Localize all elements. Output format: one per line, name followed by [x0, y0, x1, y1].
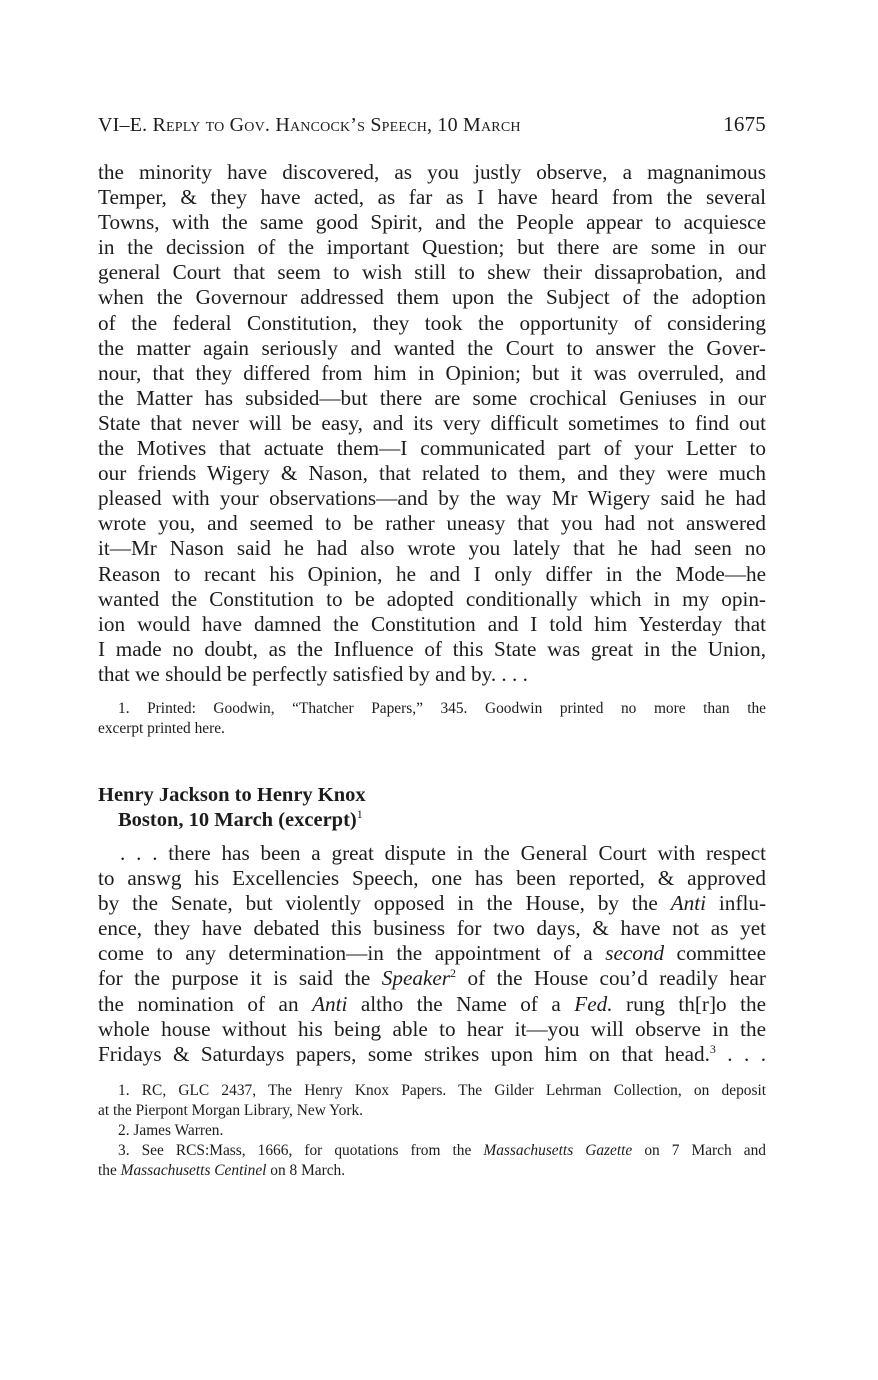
text-run: of the House cou’d readily hear	[456, 966, 766, 991]
text-line	[98, 891, 766, 916]
italic-title: Massachusetts Gazette	[483, 1141, 633, 1159]
text-run: whole house without his being able to hear it—you will observe in the	[98, 1016, 766, 1041]
text-run: for the purpose it is said the	[98, 966, 382, 991]
italic-term: Anti	[312, 991, 348, 1016]
text-line: it—Mr Nason said he had also wrote you lately that he had seen no	[98, 536, 766, 561]
text-line: that we should be perfectly satisfied by and by. . . .	[98, 661, 528, 686]
text-line: Towns, with the same good Spirit, and the People appear to acquiesce	[98, 210, 766, 235]
text-line: our friends Wigery & Nason, that related to them, and they were much	[98, 461, 766, 486]
text-line: wrote you, and seemed to be rather uneasy that you had not answered	[98, 511, 766, 536]
text-run: come to any determination—in the appointment of a	[98, 941, 606, 966]
text-line	[98, 841, 766, 866]
italic-term: Anti	[670, 891, 707, 916]
text-line	[98, 866, 766, 891]
text-line: nour, that they differed from him in Opinion; but it was overruled, and	[98, 360, 766, 385]
text-line	[98, 1042, 766, 1067]
footnote-line: 1. Printed: Goodwin, “Thatcher Papers,” 345. Goodwin printed no more than the	[118, 699, 766, 717]
document-page	[98, 112, 766, 1181]
text-run: committee	[664, 941, 766, 966]
text-run: on 8 March.	[266, 1161, 346, 1179]
text-line: Temper, & they have acted, as far as I have heard from the several	[98, 185, 766, 210]
footnote-line: 1. RC, GLC 2437, The Henry Knox Papers. The Gilder Lehrman Collection, on deposit	[118, 1081, 766, 1099]
text-run: the nomination of an	[98, 991, 313, 1016]
text-run: influ-	[706, 891, 766, 916]
running-head	[98, 112, 766, 140]
letter-one-body	[98, 160, 766, 687]
text-line: State that never will be easy, and its very difficult sometimes to find out	[98, 410, 766, 435]
text-run: ence, they have debated this business for two days, & have not as yet	[98, 916, 766, 941]
text-line	[98, 966, 766, 991]
text-line: pleased with your observations—and by the way Mr Wigery said he had	[98, 486, 766, 511]
letter-one-footnotes	[98, 699, 766, 739]
text-line: the minority have discovered, as you justly observe, a magnanimous	[98, 160, 766, 184]
text-line	[98, 941, 766, 966]
text-run: Fridays & Saturdays papers, some strikes upon him on that head.	[98, 1041, 710, 1066]
footnote-line: at the Pierpont Morgan Library, New York.	[98, 1101, 364, 1119]
footnote-line	[98, 1161, 766, 1181]
footnote-line: excerpt printed here.	[98, 719, 225, 737]
text-run: altho the Name of a	[347, 991, 575, 1016]
italic-title: Massachusetts Centinel	[120, 1161, 267, 1179]
text-run: on 7 March and	[632, 1141, 766, 1159]
text-line: in the decission of the important Question; but there are some in our	[98, 235, 766, 260]
text-line: I made no doubt, as the Influence of this State was great in the Union,	[98, 636, 766, 661]
italic-term: Speaker	[381, 966, 451, 991]
heading-title: Henry Jackson to Henry Knox	[98, 783, 366, 806]
text-line: when the Governour addressed them upon the Subject of the adoption	[98, 285, 766, 310]
text-run: to answg his Excellencies Speech, one has been reported, & approved	[98, 866, 766, 891]
text-line: general Court that seem to wish still to shew their dissaprobation, and	[98, 260, 766, 285]
document-heading	[98, 783, 766, 833]
text-run: 3. See RCS:Mass, 1666, for quotations from the	[118, 1141, 484, 1159]
footnote-line	[98, 1141, 766, 1161]
text-line	[98, 1017, 766, 1042]
text-line	[98, 992, 766, 1017]
letter-two-body	[98, 841, 766, 1067]
footnote-marker: 2	[450, 966, 457, 981]
text-line: wanted the Constitution to be adopted conditionally which in my opin-	[98, 586, 766, 611]
text-line: ion would have damned the Constitution and I told him Yesterday that	[98, 611, 766, 636]
footnote-marker: 3	[709, 1041, 716, 1056]
text-line: the Motives that actuate them—I communicated part of your Letter to	[98, 436, 766, 461]
footnote-marker: 1	[356, 807, 363, 822]
text-line: the matter again seriously and wanted the Court to answer the Gover-	[98, 335, 766, 360]
letter-two-footnotes	[98, 1081, 766, 1181]
text-run: by the Senate, but violently opposed in the House, by the	[98, 891, 671, 916]
running-head-title: VI–E. Reply to Gov. Hancock’s Speech, 10 March	[98, 114, 521, 136]
text-run: . . . there has been a great dispute in the General Court with respect	[120, 840, 766, 865]
text-line: Reason to recant his Opinion, he and I only differ in the Mode—he	[98, 561, 766, 586]
text-line: the Matter has subsided—but there are some crochical Geniuses in our	[98, 385, 766, 410]
text-line	[98, 916, 766, 941]
text-run: rung th[r]o the	[612, 991, 766, 1016]
text-run: . . .	[715, 1041, 766, 1066]
page-number: 1675	[723, 112, 766, 136]
text-line: of the federal Constitution, they took the opportunity of considering	[98, 310, 766, 335]
text-run: the	[98, 1161, 121, 1179]
italic-term: second	[605, 941, 665, 966]
heading-place-date	[98, 808, 766, 833]
footnote-line: 2. James Warren.	[118, 1121, 224, 1139]
heading-place-date-text: Boston, 10 March (excerpt)	[118, 808, 357, 831]
italic-term: Fed.	[574, 991, 613, 1016]
